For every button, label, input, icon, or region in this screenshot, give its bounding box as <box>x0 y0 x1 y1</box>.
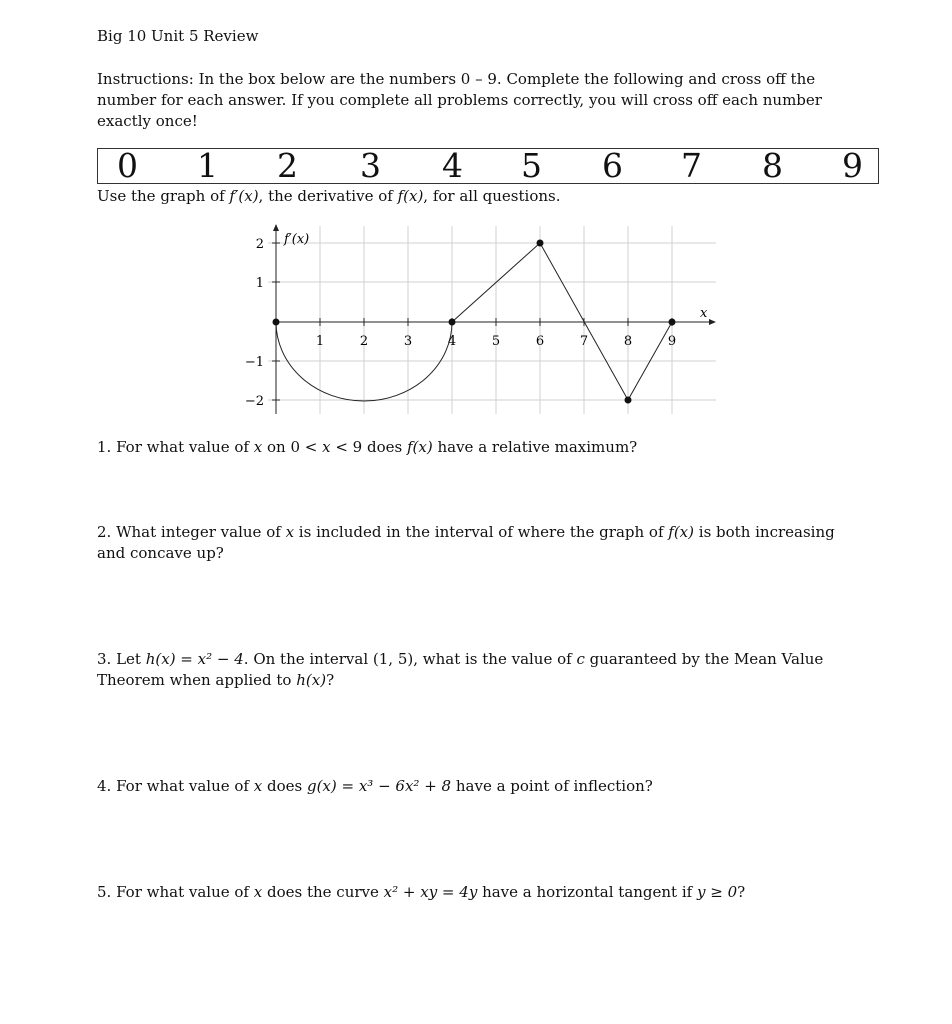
derivative-graph <box>0 0 952 440</box>
y-tick-label: 1 <box>255 276 264 291</box>
question-3: 3. Let h(x) = x² − 4. On the interval (1, 5), what is the value of c guaranteed by the Mean Value Theorem when applied to h(x)? <box>97 650 824 689</box>
question-5: 5. For what value of x does the curve x² + xy = 4y have a horizontal tangent if y ≥ 0? <box>97 883 746 901</box>
number-4[interactable]: 4 <box>442 146 463 185</box>
x-axis-arrow <box>709 319 716 325</box>
graph-point <box>449 319 456 326</box>
question-4: 4. For what value of x does g(x) = x³ − 6x² + 8 have a point of inflection? <box>97 777 653 795</box>
x-tick-label: 7 <box>579 334 589 349</box>
x-tick-label: 1 <box>315 334 325 349</box>
worksheet-title: Big 10 Unit 5 Review <box>97 27 259 45</box>
x-tick-label: 5 <box>491 334 501 349</box>
x-tick-label: 6 <box>535 334 545 349</box>
number-5[interactable]: 5 <box>521 146 542 185</box>
x-tick-labels <box>316 334 676 349</box>
x-axis-label: x <box>700 306 708 321</box>
number-9[interactable]: 9 <box>842 146 863 185</box>
graph-point <box>625 397 632 404</box>
number-8[interactable]: 8 <box>762 146 783 185</box>
graph-instruction: Use the graph of f′(x), the derivative of f(x), for all questions. <box>97 187 561 205</box>
x-tick-label: 9 <box>667 334 677 349</box>
y-tick-label: −1 <box>244 355 264 370</box>
number-0[interactable]: 0 <box>117 146 138 185</box>
number-7[interactable]: 7 <box>681 146 702 185</box>
question-2: 2. What integer value of x is included in the interval of where the graph of f(x) is both increasing and concave up? <box>97 523 835 562</box>
x-tick-label: 4 <box>447 334 457 349</box>
y-axis-arrow <box>273 224 279 231</box>
number-3[interactable]: 3 <box>360 146 381 185</box>
number-6[interactable]: 6 <box>602 146 623 185</box>
x-tick-label: 3 <box>403 334 413 349</box>
question-1: 1. For what value of x on 0 < x < 9 does f(x) have a relative maximum? <box>97 438 638 456</box>
y-axis-label: f′(x) <box>284 232 310 247</box>
y-tick-label: 2 <box>255 237 264 252</box>
graph-point <box>669 319 676 326</box>
graph-point <box>273 319 280 326</box>
x-tick-label: 8 <box>623 334 633 349</box>
x-tick-label: 2 <box>359 334 369 349</box>
graph-point <box>537 240 544 247</box>
graph-grid <box>268 226 716 414</box>
number-2[interactable]: 2 <box>277 146 298 185</box>
number-1[interactable]: 1 <box>197 146 218 185</box>
y-tick-labels <box>245 237 264 409</box>
y-tick-label: −2 <box>244 394 264 409</box>
instructions-text: Instructions: In the box below are the numbers 0 – 9. Complete the following and cross off the number for each answer. If you complete all problems correctly, you will cross off each number exactly once! <box>97 70 822 130</box>
